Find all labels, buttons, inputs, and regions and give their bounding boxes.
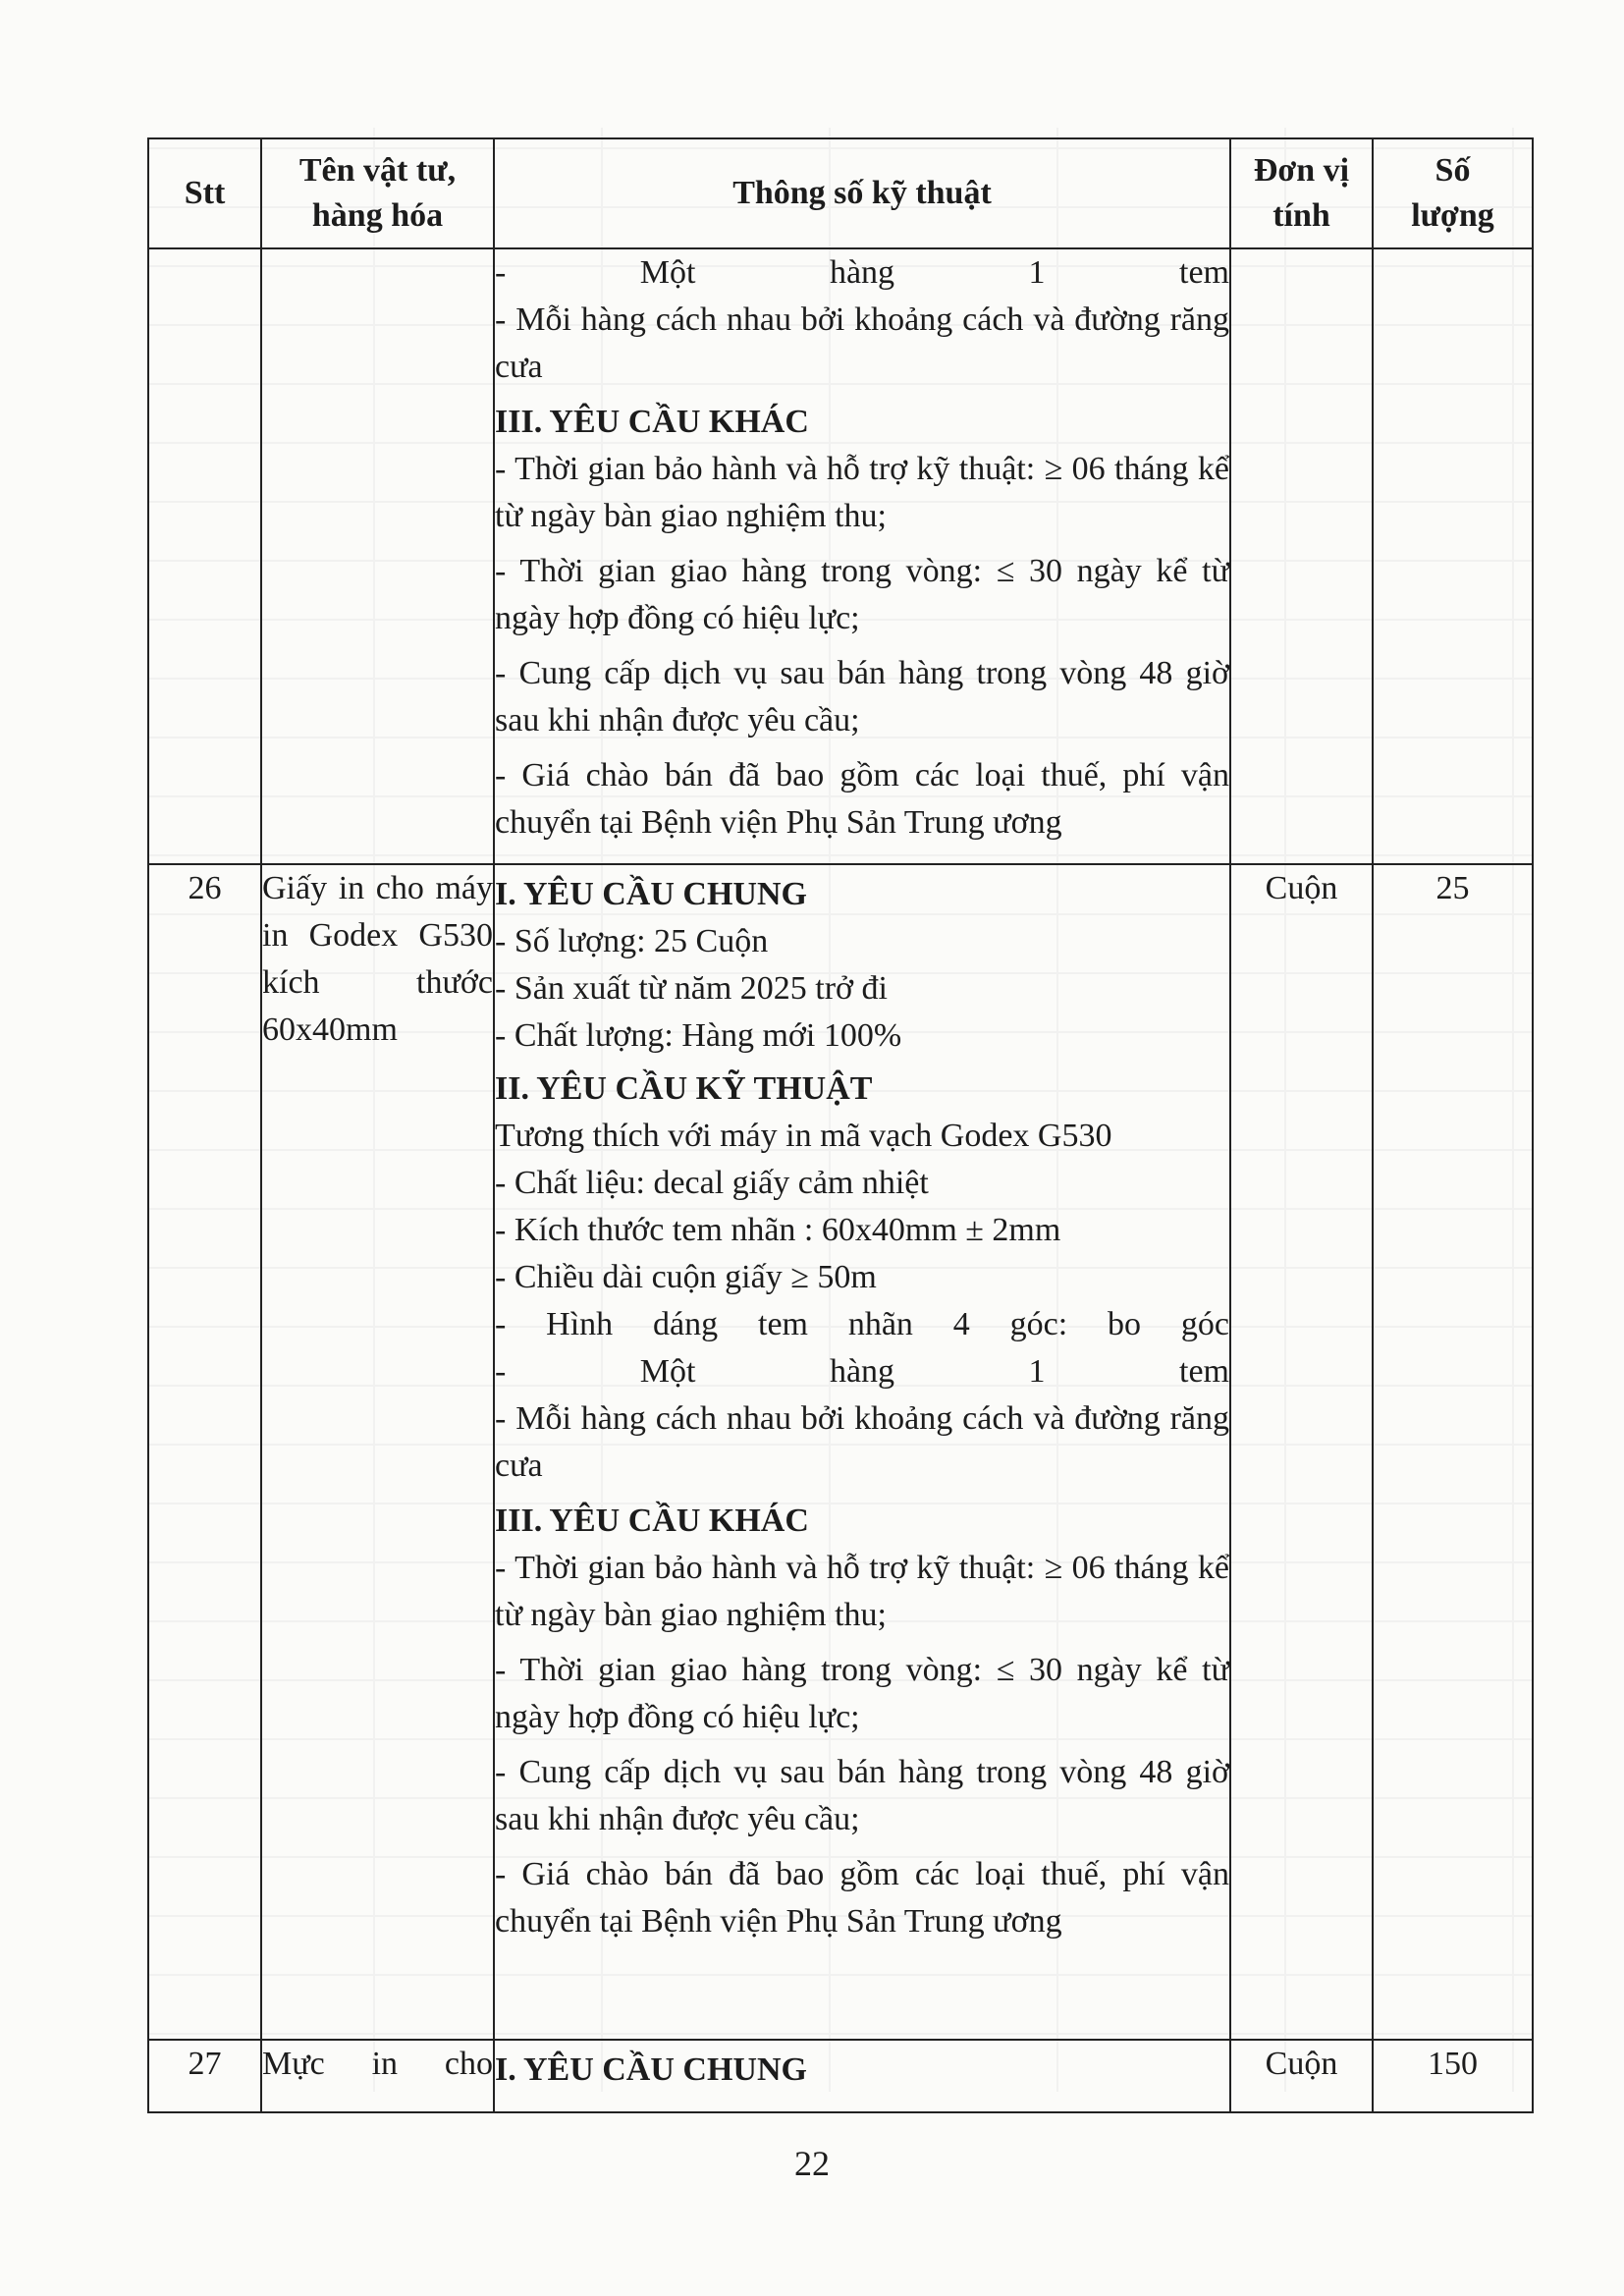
specification-table bbox=[147, 137, 1534, 2113]
spec-line: - Chất lượng: Hàng mới 100% bbox=[495, 1017, 902, 1054]
header-name-line: hàng hóa bbox=[311, 197, 444, 234]
cell-spec bbox=[494, 248, 1230, 864]
cell-unit: Cuộn bbox=[1230, 2040, 1373, 2112]
header-name bbox=[261, 138, 494, 248]
spec-line: - Thời gian bảo hành và hỗ trợ kỹ thuật: ≥ 06 tháng kể từ ngày bàn giao nghiệm thu; bbox=[495, 451, 1229, 534]
spec-line: - Thời gian giao hàng trong vòng: ≤ 30 ngày kể từ ngày hợp đồng có hiệu lực; bbox=[495, 1652, 1229, 1735]
table-row-continuation bbox=[148, 248, 1533, 864]
spec-line: - Số lượng: 25 Cuộn bbox=[495, 923, 769, 959]
spec-line: - Thời gian bảo hành và hỗ trợ kỹ thuật: ≥ 06 tháng kể từ ngày bàn giao nghiệm thu; bbox=[495, 1550, 1229, 1633]
cell-spec bbox=[494, 2040, 1230, 2112]
spec-line: - Sản xuất từ năm 2025 trở đi bbox=[495, 970, 888, 1007]
cell-qty bbox=[1373, 248, 1533, 864]
spec-line: - Thời gian giao hàng trong vòng: ≤ 30 ngày kể từ ngày hợp đồng có hiệu lực; bbox=[495, 553, 1229, 636]
spec-line: - Giá chào bán đã bao gồm các loại thuế, phí vận chuyển tại Bệnh viện Phụ Sản Trung ương bbox=[495, 757, 1229, 841]
spec-line: - Chiều dài cuộn giấy ≥ 50m bbox=[495, 1259, 877, 1295]
cell-qty: 25 bbox=[1373, 864, 1533, 2040]
header-unit bbox=[1230, 138, 1373, 248]
section-heading-general: I. YÊU CẦU CHUNG bbox=[495, 876, 807, 912]
spec-line: - Cung cấp dịch vụ sau bán hàng trong vòng 48 giờ sau khi nhận được yêu cầu; bbox=[495, 1754, 1229, 1837]
cell-qty: 150 bbox=[1373, 2040, 1533, 2112]
header-qty bbox=[1373, 138, 1533, 248]
header-name-line: Tên vật tư, bbox=[298, 152, 457, 189]
table-row bbox=[148, 864, 1533, 2040]
spec-line: - Một hàng 1 tem bbox=[495, 254, 1229, 291]
cell-name bbox=[261, 2040, 494, 2112]
item-name: Mực in cho bbox=[262, 2046, 493, 2082]
spec-line: - Mỗi hàng cách nhau bởi khoảng cách và đường răng cưa bbox=[495, 1400, 1229, 1484]
spec-line: - Cung cấp dịch vụ sau bán hàng trong vòng 48 giờ sau khi nhận được yêu cầu; bbox=[495, 655, 1229, 738]
cell-unit: Cuộn bbox=[1230, 864, 1373, 2040]
spec-line: - Mỗi hàng cách nhau bởi khoảng cách và đường răng cưa bbox=[495, 301, 1229, 385]
cell-stt: 27 bbox=[148, 2040, 261, 2112]
cell-name bbox=[261, 248, 494, 864]
spec-line: - Kích thước tem nhãn : 60x40mm ± 2mm bbox=[495, 1212, 1061, 1248]
cell-name: Giấy in cho máy in Godex G530 kích thước 60x40mm bbox=[261, 864, 494, 2040]
cell-unit bbox=[1230, 248, 1373, 864]
spec-line: - Giá chào bán đã bao gồm các loại thuế, phí vận chuyển tại Bệnh viện Phụ Sản Trung ương bbox=[495, 1856, 1229, 1940]
spec-line: - Chất liệu: decal giấy cảm nhiệt bbox=[495, 1165, 929, 1201]
table-row bbox=[148, 2040, 1533, 2112]
spec-line: - Một hàng 1 tem bbox=[495, 1353, 1229, 1390]
cell-stt: 26 bbox=[148, 864, 261, 2040]
page-number: 22 bbox=[794, 2144, 830, 2183]
header-qty-line: Số bbox=[1435, 152, 1471, 189]
section-heading-general: I. YÊU CẦU CHUNG bbox=[495, 2051, 807, 2088]
spec-line: Tương thích với máy in mã vạch Godex G530 bbox=[495, 1118, 1112, 1154]
spec-line: - Hình dáng tem nhãn 4 góc: bo góc bbox=[495, 1306, 1229, 1342]
header-spec: Thông số kỹ thuật bbox=[494, 138, 1230, 248]
table-header-row bbox=[148, 138, 1533, 248]
section-heading-other: III. YÊU CẦU KHÁC bbox=[495, 404, 809, 440]
header-stt: Stt bbox=[148, 138, 261, 248]
section-heading-technical: II. YÊU CẦU KỸ THUẬT bbox=[495, 1070, 873, 1107]
header-qty-line: lượng bbox=[1411, 197, 1494, 234]
header-unit-line: Đơn vị bbox=[1253, 152, 1350, 189]
cell-stt bbox=[148, 248, 261, 864]
section-heading-other: III. YÊU CẦU KHÁC bbox=[495, 1503, 809, 1539]
cell-spec bbox=[494, 864, 1230, 2040]
header-unit-line: tính bbox=[1272, 197, 1330, 234]
